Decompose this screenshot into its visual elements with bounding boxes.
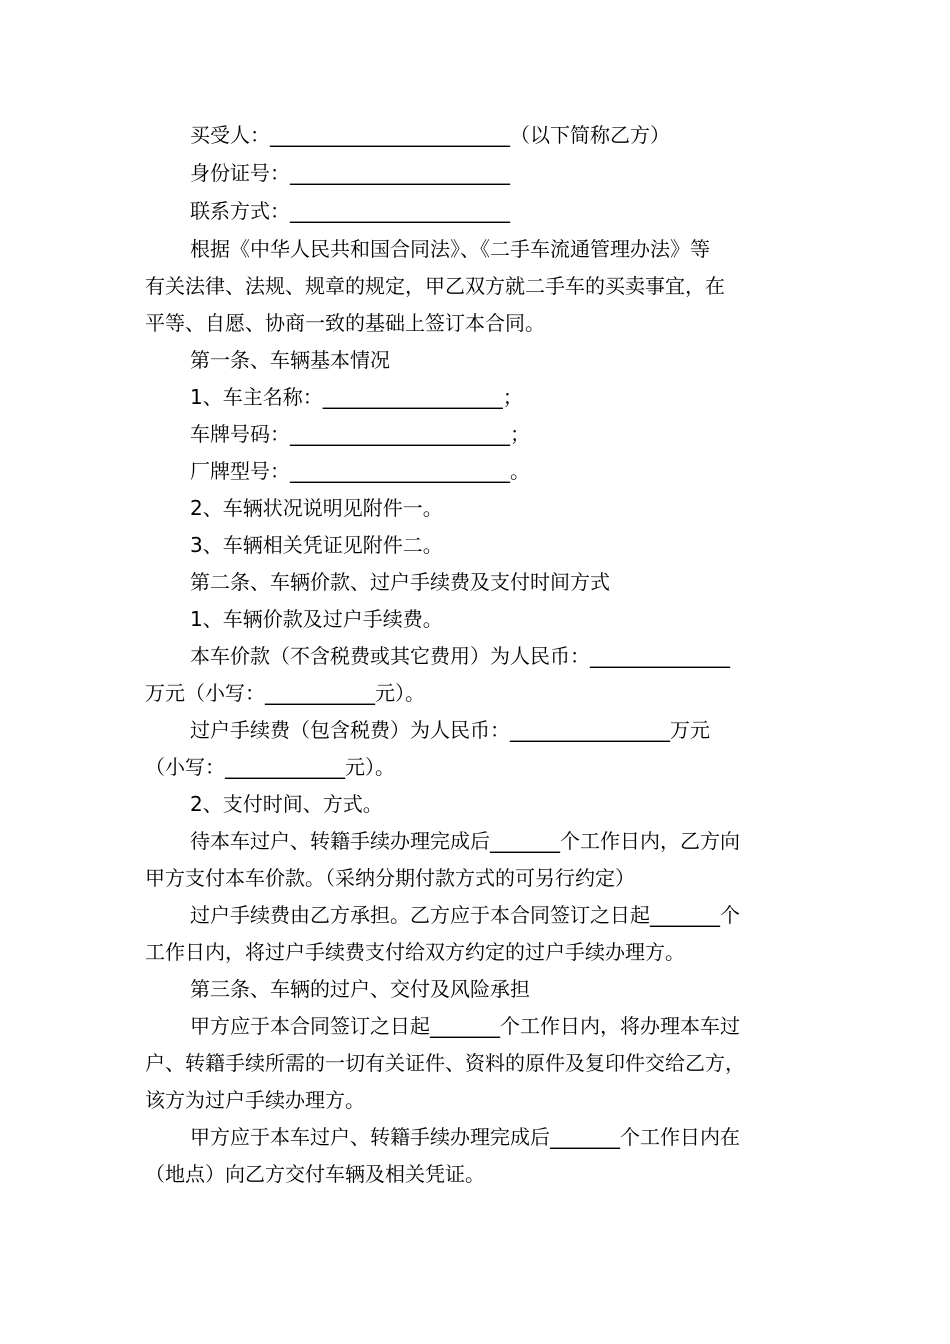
brand-model-line: 厂牌型号：______________________。 [190,459,530,483]
owner-name-line: 1、车主名称：__________________； [190,385,523,409]
plate-number-line: 车牌号码：______________________； [190,422,530,446]
article-3-heading: 第三条、车辆的过户、交付及风险承担 [190,977,530,1001]
vehicle-status-line: 2、车辆状况说明见附件一。 [190,496,443,520]
id-number-line: 身份证号：______________________ [190,161,510,185]
payment-line-2: 甲方支付本车价款。（采纳分期付款方式的可另行约定） [145,866,635,890]
vehicle-docs-line: 3、车辆相关凭证见附件二。 [190,533,443,557]
price-line-2: 万元（小写：___________元）。 [145,681,425,705]
price-fee-subheading: 1、车辆价款及过户手续费。 [190,607,443,631]
preamble-line-1: 根据《中华人民共和国合同法》、《二手车流通管理办法》等 [190,237,710,261]
transfer-docs-line-3: 该方为过户手续办理方。 [145,1088,365,1112]
buyer-line: 买受人：________________________（以下简称乙方） [190,123,670,147]
transfer-docs-line-2: 户、转籍手续所需的一切有关证件、资料的原件及复印件交给乙方， [145,1051,745,1075]
delivery-line-2: （地点）向乙方交付车辆及相关凭证。 [145,1162,485,1186]
transfer-fee-line-1: 过户手续费（包含税费）为人民币：________________万元 [190,718,710,742]
preamble-line-2: 有关法律、法规、规章的规定，甲乙双方就二手车的买卖事宜，在 [145,274,725,298]
article-2-heading: 第二条、车辆价款、过户手续费及支付时间方式 [190,570,610,594]
article-1-heading: 第一条、车辆基本情况 [190,348,390,372]
transfer-fee-line-2: （小写：____________元）。 [145,755,395,779]
contact-line: 联系方式：______________________ [190,199,510,223]
transfer-docs-line-1: 甲方应于本合同签订之日起_______个工作日内，将办理本车过 [190,1014,740,1038]
payment-subheading: 2、支付时间、方式。 [190,792,383,816]
fee-bearer-line-2: 工作日内，将过户手续费支付给双方约定的过户手续办理方。 [145,940,685,964]
fee-bearer-line-1: 过户手续费由乙方承担。乙方应于本合同签订之日起_______个 [190,903,740,927]
payment-line-1: 待本车过户、转籍手续办理完成后_______个工作日内，乙方向 [190,829,740,853]
price-line-1: 本车价款（不含税费或其它费用）为人民币：______________ [190,644,730,668]
preamble-line-3: 平等、自愿、协商一致的基础上签订本合同。 [145,311,545,335]
delivery-line-1: 甲方应于本车过户、转籍手续办理完成后_______个工作日内在 [190,1125,740,1149]
